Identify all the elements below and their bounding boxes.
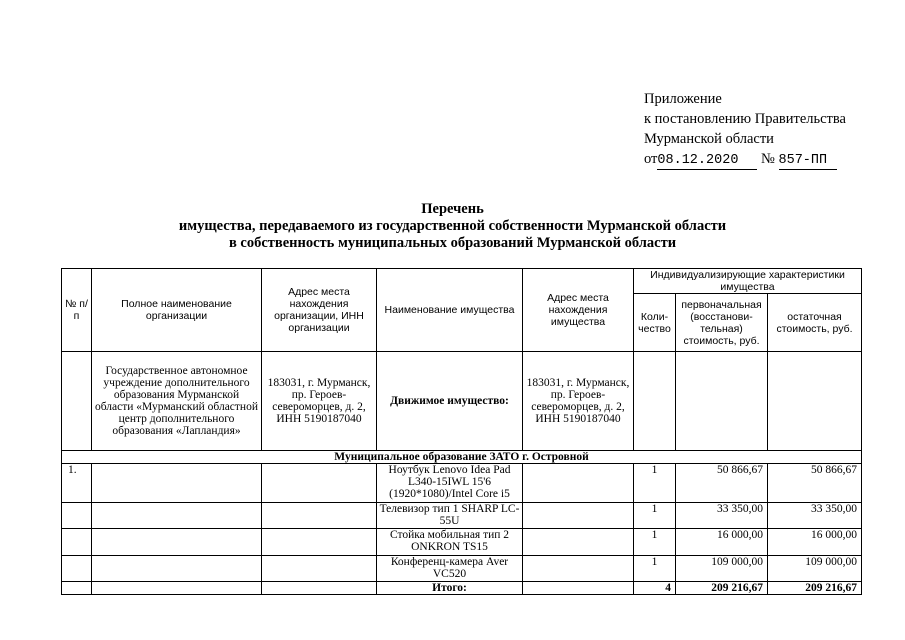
property-type: Движимое имущество: [377, 352, 523, 451]
org-address: 183031, г. Мурманск, пр. Героев-североморцев, д. 2, ИНН 5190187040 [262, 352, 377, 451]
item-qty: 1 [634, 556, 676, 582]
appendix-region: Мурманской области [644, 131, 774, 147]
header-org-address: Адрес места нахождения организации, ИНН организации [262, 269, 377, 352]
header-property-name: Наименование имущества [377, 269, 523, 352]
item-residual-cost: 50 866,67 [768, 464, 862, 503]
item-org-cell [92, 464, 262, 503]
item-residual-cost: 109 000,00 [768, 556, 862, 582]
item-qty: 1 [634, 503, 676, 529]
header-org-name: Полное наименование организации [92, 269, 262, 352]
total-qty: 4 [634, 582, 676, 595]
item-initial-cost: 50 866,67 [676, 464, 768, 503]
header-property-address: Адрес места нахождения имущества [523, 269, 634, 352]
item-address-cell [523, 529, 634, 556]
item-qty: 1 [634, 464, 676, 503]
resolution-number: 857-ПП [779, 153, 837, 170]
item-org-address-cell [262, 556, 377, 582]
item-row-1 [62, 464, 862, 503]
item-org-address-cell [262, 464, 377, 503]
item-num: 1. [62, 464, 92, 503]
item-initial-cost: 16 000,00 [676, 529, 768, 556]
municipality-name: Муниципальное образование ЗАТО г. Островной [62, 451, 862, 464]
municipality-row [62, 451, 862, 464]
date-prefix: от [644, 151, 658, 167]
item-name: Стойка мобильная тип 2 ONKRON TS15 [377, 529, 523, 556]
header-num: № п/п [62, 269, 92, 352]
total-empty-cell [262, 582, 377, 595]
item-address-cell [523, 464, 634, 503]
item-org-cell [92, 529, 262, 556]
item-org-cell [92, 503, 262, 529]
title-line-1: Перечень [421, 201, 484, 217]
item-residual-cost: 16 000,00 [768, 529, 862, 556]
item-num [62, 556, 92, 582]
item-num [62, 529, 92, 556]
total-empty-cell [523, 582, 634, 595]
item-org-address-cell [262, 529, 377, 556]
organization-row [62, 352, 862, 451]
org-residual-cell [768, 352, 862, 451]
property-address: 183031, г. Мурманск, пр. Героев-североморцев, д. 2, ИНН 5190187040 [523, 352, 634, 451]
appendix-label: Приложение [644, 91, 722, 107]
title-line-2: имущества, передаваемого из государственной собственности Мурманской области [178, 218, 727, 234]
resolution-date: 08.12.2020 [657, 153, 757, 170]
item-row-2 [62, 503, 862, 529]
header-residual-cost: остаточная стоимость, руб. [768, 294, 862, 352]
org-qty-cell [634, 352, 676, 451]
item-num [62, 503, 92, 529]
header-characteristics: Индивидуализирующие характеристики имущества [634, 269, 862, 294]
number-prefix: № [761, 151, 775, 167]
total-empty-cell [62, 582, 92, 595]
property-table [61, 268, 862, 595]
item-address-cell [523, 556, 634, 582]
appendix-resolution: к постановлению Правительства [644, 111, 846, 127]
org-initial-cell [676, 352, 768, 451]
header-row-1 [62, 269, 862, 294]
appendix-date-line [644, 149, 846, 170]
item-qty: 1 [634, 529, 676, 556]
title-line-3: в собственность муниципальных образований Мурманской области [228, 235, 677, 251]
total-row [62, 582, 862, 595]
item-row-3 [62, 529, 862, 556]
document-title [0, 201, 905, 252]
item-initial-cost: 33 350,00 [676, 503, 768, 529]
org-name: Государственное автономное учреждение дополнительного образования Мурманской области «Мурманский областной центр дополнительного образования «Лапландия» [92, 352, 262, 451]
total-empty-cell [92, 582, 262, 595]
item-name: Конференц-камера Aver VC520 [377, 556, 523, 582]
item-org-cell [92, 556, 262, 582]
total-label: Итого: [377, 582, 523, 595]
total-initial-cost: 209 216,67 [676, 582, 768, 595]
org-num-cell [62, 352, 92, 451]
total-residual-cost: 209 216,67 [768, 582, 862, 595]
item-name: Телевизор тип 1 SHARP LC-55U [377, 503, 523, 529]
item-name: Ноутбук Lenovo Idea Pad L340-15IWL 15'6 (1920*1080)/Intel Core i5 [377, 464, 523, 503]
item-address-cell [523, 503, 634, 529]
item-initial-cost: 109 000,00 [676, 556, 768, 582]
item-residual-cost: 33 350,00 [768, 503, 862, 529]
appendix-header [644, 89, 846, 170]
header-initial-cost: первоначальная (восстанови-тельная) стоимость, руб. [676, 294, 768, 352]
header-quantity: Коли-чество [634, 294, 676, 352]
item-org-address-cell [262, 503, 377, 529]
item-row-4 [62, 556, 862, 582]
